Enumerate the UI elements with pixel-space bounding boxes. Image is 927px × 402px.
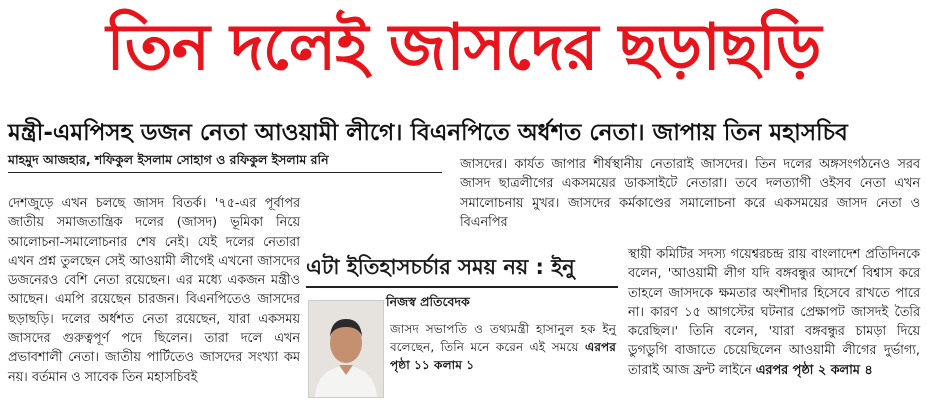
inset-box [300, 248, 622, 402]
left-column-text: দেশজুড়ে এখন চলছে জাসদ বিতর্ক। '৭৫-এর পূর্বাপর জাতীয় সমাজতান্ত্রিক দলের (জাসদ) ভূমিকা নিয়ে আলোচনা-সমালোচনার শেষ নেই। যেই দলের নেতারা এখন প্রশ্ন তুলছেন সেই আওয়ামী লীগেই এখনো জাসদের ডজনেরও বেশি নেতা রয়েছেন। এর মধ্যে একজন মন্ত্রীও আছেন। এমপি রয়েছেন চারজন। বিএনপিতেও জাসদের ছড়াছড়ি। দলের অর্ধশত নেতা রয়েছেন, যারা একসময় জাসদের গুরুত্বপূর্ণ পদে ছিলেন। তারা দলে এখন প্রভাবশালী নেতা। জাতীয় পার্টিতেও জাসদের সংখ্যা কম নয়। বর্তমান ও সাবেক তিন মহাসচিবই [8, 196, 300, 385]
portrait-icon [309, 301, 383, 397]
right-column-body: স্থায়ী কমিটির সদস্য গয়েশ্বরচন্দ্র রায় বাংলাদেশ প্রতিদিনকে বলেন, 'আওয়ামী লীগ যদি বঙ্গবন্ধুর আদর্শে বিশ্বাস করে তাহলে জাসদকে ক্ষমতার অংশীদার হিসেবে রাখতে পারে না। কারণ ১৫ আগস্টের ঘটনার প্রেক্ষাপট জাসদই তৈরি করেছিল।' তিনি বলেন, 'যারা বঙ্গবন্ধুর চামড়া দিয়ে ডুগডুগি বাজাতে চেয়েছিলেন আওয়ামী লীগের দুর্ভাগ্য, তারাই আজ ফ্রন্ট লাইনে [628, 247, 920, 378]
left-column [8, 194, 300, 387]
byline: মাহমুদ আজহার, শফিকুল ইসলাম সোহাগ ও রফিকুল ইসলাম রনি [8, 150, 442, 173]
inset-body: জাসদ সভাপতি ও তথ্যমন্ত্রী হাসানুল হক ইনু বলেছেন, তিনি মনে করেন এই সময়ে [390, 322, 616, 354]
right-top-column [460, 155, 920, 232]
right-top-text: জাসদের। কার্যত জাপার শীর্ষস্থানীয় নেতারাই জাসদের। তিন দলের অঙ্গসংগঠনেও সরব জাসদ ছাত্রলীগের একসময়ের ডাকসাইটে নেতারা। তবে দলত্যাগী ওইসব নেতা এখন সমালোচনায় মুখর। জাসদের কর্মকাণ্ডের সমালোচনা করে একসময়ের জাসদ নেতা ও বিএনপির [460, 157, 920, 230]
inset-continue-link[interactable]: এরপর পৃষ্ঠা ১১ কলাম ১ [390, 340, 616, 372]
portrait-photo [308, 300, 384, 398]
right-column-text [628, 245, 920, 380]
inset-title: এটা ইতিহাসচর্চার সময় নয় : ইনু [306, 252, 618, 288]
headline: তিন দলেই জাসদের ছড়াছড়ি [106, 11, 821, 85]
inset-credit: নিজস্ব প্রতিবেদক [386, 294, 470, 309]
inset-text [390, 320, 616, 374]
right-column [628, 245, 920, 380]
right-continue-link[interactable]: এরপর পৃষ্ঠা ২ কলাম ৪ [755, 362, 873, 378]
subheadline: মন্ত্রী-এমপিসহ ডজন নেতা আওয়ামী লীগে। বিএনপিতে অর্ধশত নেতা। জাপায় তিন মহাসচিব [8, 120, 848, 146]
